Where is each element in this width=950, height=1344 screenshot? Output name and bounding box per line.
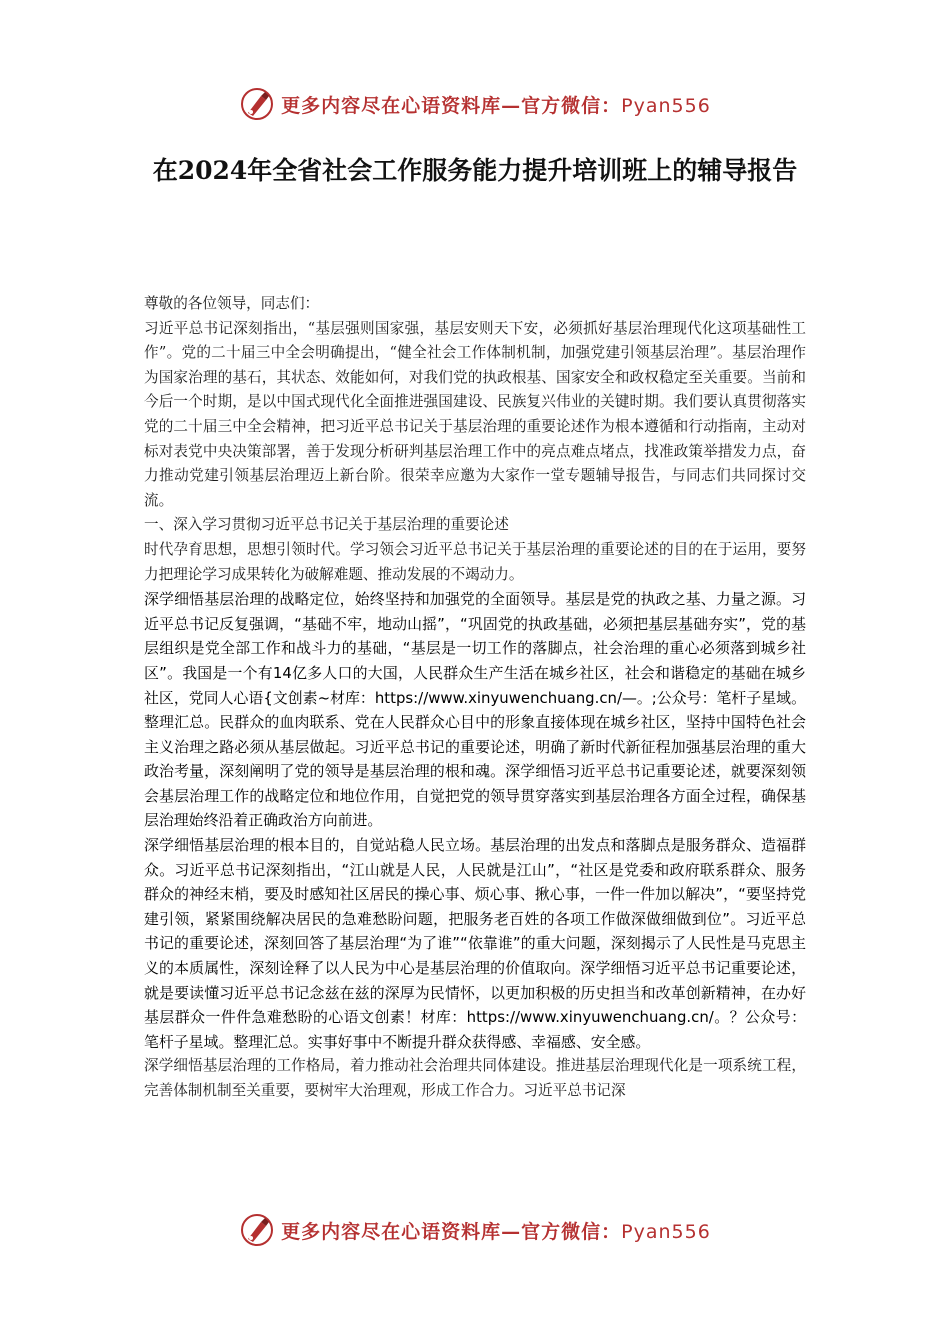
intro-paragraph: 习近平总书记深刻指出，“基层强则国家强，基层安则天下安，必须抓好基层治理现代化这项基础性工作”。党的二十届三中全会明确提出，“健全社会工作体制机制，加强党建引领基层治理”。基层治理作为国家治理的基石，其状态、效能如何，对我们党的执政根基、国家安全和政权稳定至关重要。当前和今后一个时期，是以中国式现代化全面推进强国建设、民族复兴伟业的关键时期。我们要认真贯彻落实党的二十届三中全会精神，把习近平总书记关于基层治理的重要论述作为根本遵循和行动指南，主动对标对表党中央决策部署，善于发现分析研判基层治理工作中的亮点难点堵点，找准政策举措发力点，奋力推动党建引领基层治理迈上新台阶。很荣幸应邀为大家作一堂专题辅导报告，与同志们共同探讨交流。 bbox=[144, 319, 806, 509]
watermark-text: 更多内容尽在心语资料库—官方微信：Pyan556 bbox=[281, 1220, 711, 1243]
greeting-paragraph: 尊敬的各位领导，同志们： bbox=[144, 295, 320, 312]
watermark-banner-top bbox=[0, 80, 950, 128]
watermark-banner-bottom bbox=[0, 1206, 950, 1254]
section-heading: 一、深入学习贯彻习近平总书记关于基层治理的重要论述 bbox=[144, 516, 509, 534]
pen-nib-logo-icon bbox=[239, 86, 275, 122]
body-paragraph: 时代孕育思想，思想引领时代。学习领会习近平总书记关于基层治理的重要论述的目的在于运用，要努力把理论学习成果转化为破解难题、推动发展的不竭动力。 bbox=[144, 540, 806, 583]
body-paragraph: 深学细悟基层治理的根本目的，自觉站稳人民立场。基层治理的出发点和落脚点是服务群众、造福群众。习近平总书记深刻指出，“江山就是人民，人民就是江山”，“社区是党委和政府联系群众、服务群众的神经末梢，要及时感知社区居民的操心事、烦心事、揪心事，一件一件加以解决”，“要坚持党建引领，紧紧围绕解决居民的急难愁盼问题，把服务老百姓的各项工作做深做细做到位”。习近平总书记的重要论述，深刻回答了基层治理“为了谁”“依靠谁”的重大问题，深刻揭示了人民性是马克思主义的本质属性，深刻诠释了以人民为中心是基层治理的价值取向。深学细悟习近平总书记重要论述，就是要读懂习近平总书记念兹在兹的深厚为民情怀，以更加积极的历史担当和改革创新精神，在办好基层群众一件件急难愁盼的心语文创素！材库：https://www.xinyuwenchuang.cn/。？公众号：笔杆子星域。整理汇总。实事好事中不断提升群众获得感、幸福感、安全感。 bbox=[144, 836, 806, 1051]
document-body bbox=[144, 292, 806, 1104]
watermark-handle: Pyan556 bbox=[621, 94, 711, 117]
document-title: 在2024年全省社会工作服务能力提升培训班上的辅导报告 bbox=[152, 156, 798, 185]
body-paragraph: 深学细悟基层治理的战略定位，始终坚持和加强党的全面领导。基层是党的执政之基、力量之源。习近平总书记反复强调，“基础不牢，地动山摇”，“巩固党的执政基础，必须把基层基础夯实”，党的基层组织是党全部工作和战斗力的基础，“基层是一切工作的落脚点，社会治理的重心必须落到城乡社区”。我国是一个有14亿多人口的大国，人民群众生产生活在城乡社区，社会和谐稳定的基础在城乡社区，党同人心语{文创素~材库：https://www.xinyuwenchuang.cn/—。;公众号：笔杆子星域。整理汇总。民群众的血肉联系、党在人民群众心目中的形象直接体现在城乡社区，坚持中国特色社会主义治理之路必须从基层做起。习近平总书记的重要论述，明确了新时代新征程加强基层治理的重大政治考量，深刻阐明了党的领导是基层治理的根和魂。深学细悟习近平总书记重要论述，就要深刻领会基层治理工作的战略定位和地位作用，自觉把党的领导贯穿落实到基层治理各方面全过程，确保基层治理始终沿着正确政治方向前进。 bbox=[144, 590, 806, 830]
watermark-text: 更多内容尽在心语资料库—官方微信：Pyan556 bbox=[281, 94, 711, 117]
body-paragraph: 深学细悟基层治理的工作格局，着力推动社会治理共同体建设。推进基层治理现代化是一项系统工程，完善体制机制至关重要，要树牢大治理观，形成工作合力。习近平总书记深 bbox=[144, 1057, 806, 1099]
pen-nib-logo-icon bbox=[239, 1212, 275, 1248]
watermark-handle: Pyan556 bbox=[621, 1220, 711, 1243]
